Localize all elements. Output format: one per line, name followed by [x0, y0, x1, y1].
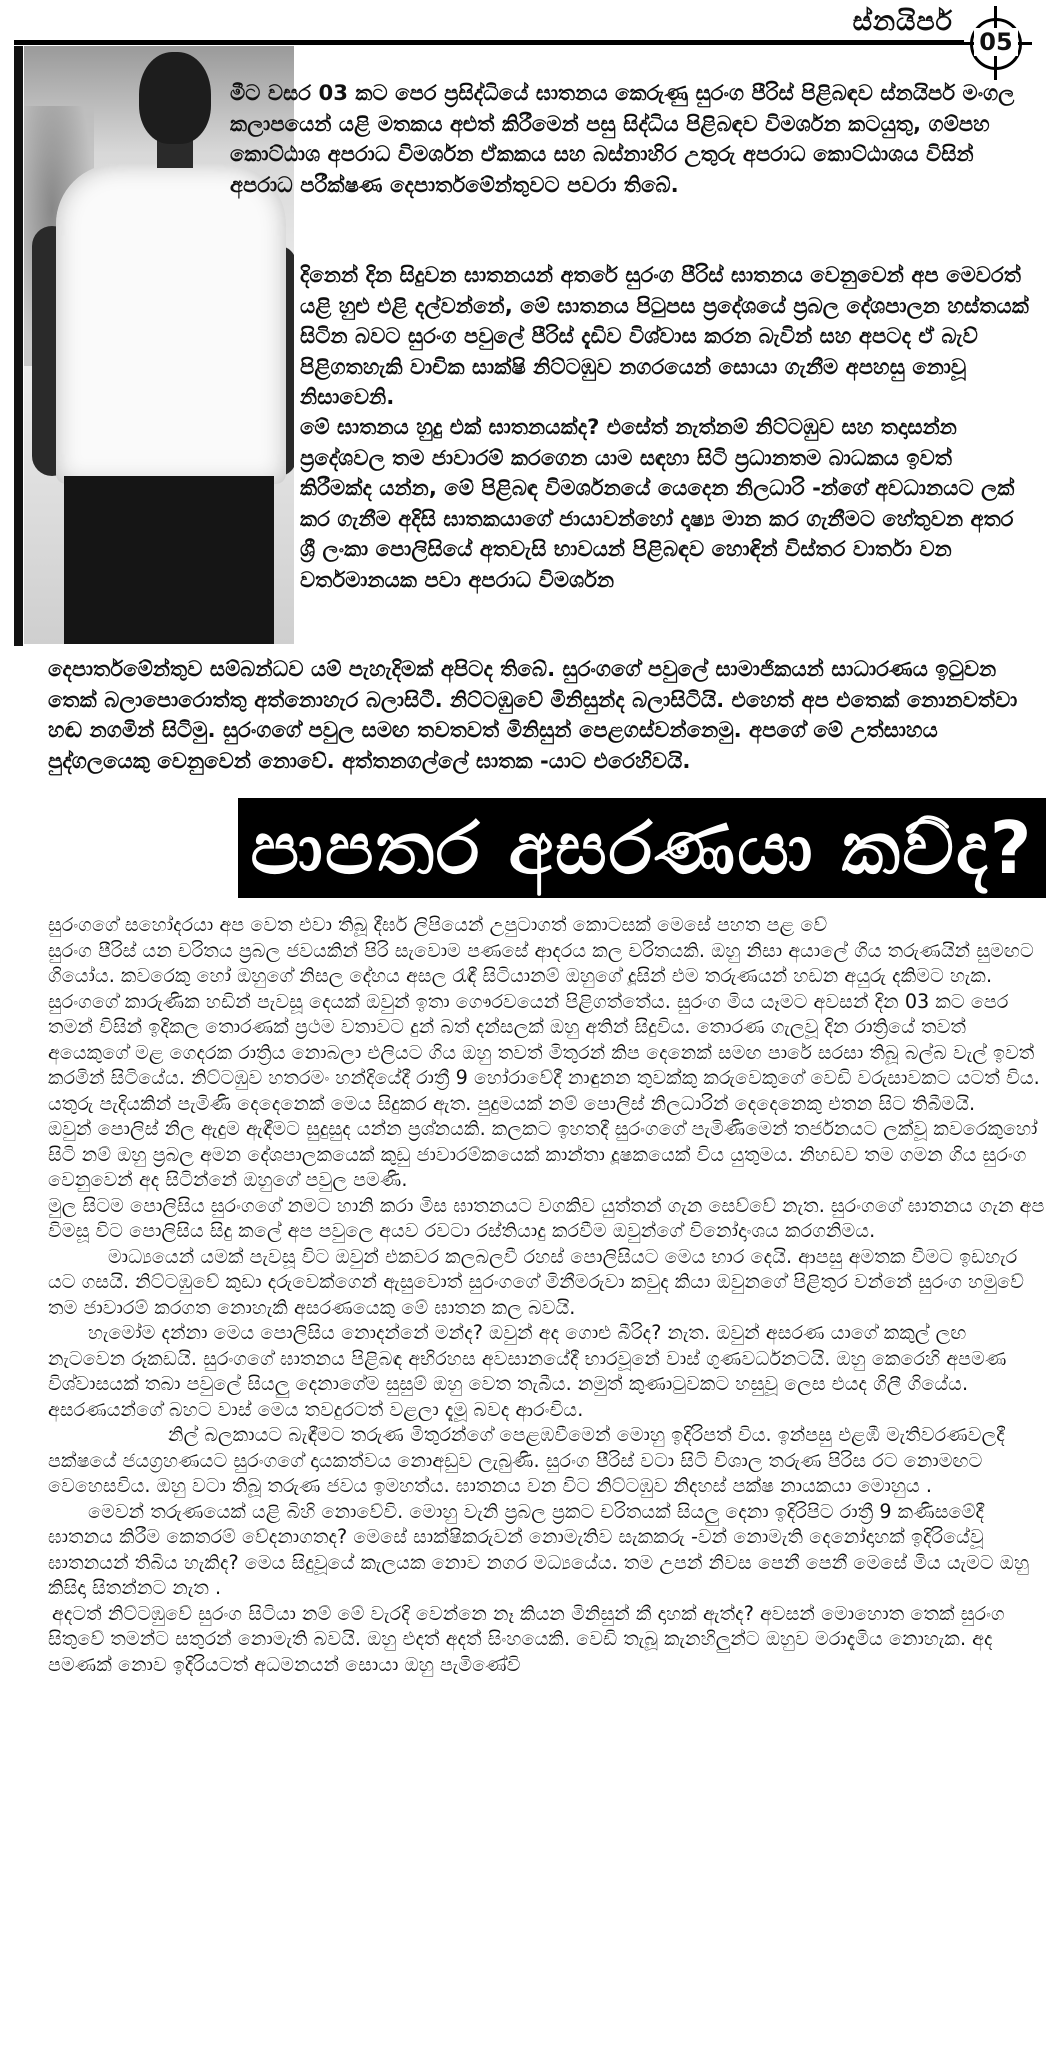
- body-paragraph: අදටත් නිට්ටඹුවේ සුරංග සිටියා නම් මේ වැරදි වෙන්නෙ නෑ කියන මිනිසුන් කී දාහක් ඇත්ද? අවසන් මොහොත තෙක් සුරංග සිතුවේ තමන්ට සතුරන් නොමැති බවයි. ඔහු එදත් අදත් සිංහයෙකි. වෙඩි තැබූ කැනහිලුන්ට ඔහුව මරාදැමිය නොහැක. අද පමණක් නොව ඉදිරියටත් අධමනයන් සොයා ඔහු පැමිණේවි: [48, 1601, 1005, 1676]
- intro-paragraph-2: දිනෙන් දින සිදුවන ඝාතනයන් අතරේ සුරංග පීරිස් ඝාතනය වෙනුවෙන් අප මෙවරත් යළි හුළු එළි දල්වන්නේ, මේ ඝාතනය පිටුපස ප්‍රදේශයේ ප්‍රබල දේශපාලන හස්තයක් සිටින බවට සුරංග පවුලේ පීරිස් දැඩිව විශ්වාස කරන බැවින් සහ අපටද ඒ බැව් පිළිගතහැකි වාචික සාක්ෂි නිට්ටඹුව නගරයෙන් සොයා ගැනීම අපහසු නොවූ නිසාවෙනි.: [300, 262, 1029, 410]
- intro-paragraph-1-block: [230, 78, 1030, 200]
- intro-paragraph-3-block: [300, 412, 1030, 596]
- article-body: [48, 912, 1048, 1677]
- body-paragraph: මුල සිටම පොලිසිය සුරංගගේ නමට හානි කරා මිස ඝාතනයට වගකිව යුත්තන් ගැන සෙව්වේ නැත. සුරංගගේ ඝාතනය ගැන අප විමසූ විට පොලිසිය සිදු කලේ අප පවුලෙ අයව රවටා රස්තියාදු කරවීම ඔවුන්ගේ විනෝදාංශය කරගනිමය.: [48, 1193, 1045, 1242]
- page-number: 05: [974, 28, 1018, 56]
- photo-neck: [157, 140, 193, 168]
- intro-paragraph-4-block: [48, 654, 1038, 776]
- side-accent-bar: [14, 46, 23, 646]
- body-paragraph: නිල් බලකායට බැඳීමට තරුණ මිතුරන්ගේ පෙළඹවීමෙන් මොහු ඉදිරිපත් විය. ඉන්පසු එළඹී මැතිවරණවලදී පක්ෂයේ ජයග්‍රහණයට සුරංගගේ දායකත්වය නොඅඩුව ලැබුණි. සුරංග පීරිස් වටා සිටි විශාල තරුණ පිරිස රට නොමඟට වෙහෙසවිය. ඔහු වටා තිබූ තරුණ ජවය ඉමහත්ය. ඝාතනය වන විට නිට්ටඹුව නිදහස් පක්ෂ නායකයා මොහුය .: [48, 1423, 1005, 1497]
- body-paragraph: සුරංගගේ සහෝදරයා අප වෙත එවා තිබූ දීර්ඝ ලිපියෙන් උපුටාගත් කොටසක් මෙසේ පහත පළ වේ: [48, 913, 828, 936]
- body-paragraph: මාධ්‍යයෙන් යමක් පැවසූ විට ඔවුන් එකවර කලබලවී රහස් පොලිසියට මෙය භාර දෙයි. ආපසු අමතක වීමට ඉඩහැර යට ගසයි. නිට්ටඹුවේ කුඩා දරුවෙක්ගෙන් ඇසුවොත් සුරංගගේ මිනීමරුවා කවුද කියා ඔවුනගේ පිළිතුර වන්නේ සුරංග හමුවේ තම ජාවාරම් කරගත නොහැකි අසරණයෙකු මේ ඝාතන කල බවයි.: [48, 1244, 1024, 1319]
- article-headline: පාපතර අසරණයා කව්ද?: [238, 798, 1046, 898]
- body-paragraph: මෙවන් තරුණයෙක් යළි බිහි නොවේවි. මොහු වැනි ප්‍රබල ප්‍රකට චරිතයක් සියලු දෙනා ඉදිරිපිට රාත්‍රී 9 කණිසමේදී ඝාතනය කිරීම කෙතරම් වේදනාගතද? මෙසේ සාක්ෂිකරුවන් නොමැතිව සැකකරු -වන් නොමැති දෙනෝදාහක් ඉදිරියේවූ ඝාතනයන් තිබිය හැකිද? මෙය සිදුවූයේ කැලයක නොව නගර මධ්‍යයේය. තම උපන් නිවස පෙනී පෙනී මෙසේ මිය යැමට ඔහු කිසිදා සිතන්නට නැත .: [48, 1499, 1030, 1599]
- photo-jeans: [64, 476, 274, 644]
- header-rule: [14, 40, 964, 45]
- body-paragraph: සුරංග පීරිස් යන චරිතය ප්‍රබල ජවයකින් පිරි සැවොම පණසේ ආදරය කල චරිතයකි. ඔහු නිසා අයාලේ ගිය තරුණයින් සුමඟට ගියෝය. කවරෙකු හෝ ඔහුගේ නිසල දේහය අසල රැඳී සිටියානම් ඔහුගේ දූසින් එම තරුණයන් හඩන අයුරු දකිමට හැක.: [48, 938, 1034, 987]
- publication-name: ස්නයිපර්: [852, 6, 953, 37]
- photo-shirt: [56, 164, 286, 484]
- page-number-badge: [958, 6, 1032, 80]
- body-paragraph: හැමෝම දන්නා මෙය පොලිසිය නොදන්නේ මන්ද? ඔවුන් අද ගොළු බීරිද? නැත. ඔවුන් අසරණ යාගේ කකුල් ලඟ නැටවෙන රූකඩයි. සුරංගගේ ඝාතනය පිළිබඳ අභිරහස අවසානයේදී භාරවූනේ වාස් ගුණවර්ධනටයි. ඔහු කෙරෙහි අපමණ විශ්වාසයක් තබා පවුලේ සියලු දෙනාගේම සුසුම් ඔහු වෙත තැබීය. නමුත් කුණාටුවකට හසුවූ ලෙස එයද ගිලී ගියේය. අසරණයන්ගේ බහට වාස් මෙය තවදුරටත් වළලා දැමූ බවද ආරංචිය.: [48, 1321, 1007, 1421]
- photo-head: [139, 52, 211, 144]
- intro-paragraph-2-block: [300, 260, 1030, 413]
- intro-paragraph-4: දෙපාර්තමේන්තුව සම්බන්ධව යම් පැහැදිමක් අපිටද තිබේ. සුරංගගේ පවුලේ සාමාජිකයන් සාධාරණය ඉටුවන තෙක් බලාපොරොත්තු අත්නොහැර බලාසිටී. නිට්ටඹුවේ මිනිසුන්ද බලාසිටියි. එහෙත් අප එතෙක් නොනවත්වා හඬ නගමින් සිටිමු. සුරංගගේ පවුල සමඟ තවතවත් මිනිසුන් පෙළගස්වන්නෙමු. අපගේ මේ උත්සාහය පුද්ගලයෙකු වෙනුවෙන් නොවේ. අත්තනගල්ලේ ඝාතක -යාට එරෙහිවයි.: [48, 656, 1018, 773]
- intro-paragraph-3: මේ ඝාතනය හුදු එක් ඝාතනයක්ද? එසේත් නැත්නම් නිට්ටඹුව සහ තදාසන්න ප්‍රදේශවල තම ජාවාරම් කරගෙන යාම සඳහා සිටි ප්‍රධානතම බාධකය ඉවත් කිරීමක්ද යන්න, මේ පිළිබඳ විමර්ශනයේ යෙදෙන නිලධාරි -න්ගේ අවධානයට ලක් කර ගැනීම අදිසි ඝාතකයාගේ ජායාවන්හෝ දෘෂ්‍ය මාන කර ගැනීමට හේතුවන අතර ශ්‍රී ලංකා පොලිසියේ අතවැසි භාවයන් පිළිබඳව හොඳින් විස්තර වාර්තා වන වර්තමානයක පවා අපරාධ විමර්ශන: [300, 414, 1015, 592]
- body-paragraph: සුරංගගේ කාරුණික හඩින් පැවසූ දෙයක් ඔවුන් ඉතා ගෞරවයෙන් පිළිගත්තේය. සුරංග මිය යෑමට අවසන් දින 03 කට පෙර තමන් විසින් ඉදිකල තොරණක් ප්‍රථම වතාවට දුන් බත් දන්සලක් ඔහු අතින් සිදුවිය. තොරණ ගැලවූ දින රාත්‍රියේ තවත් අයෙකුගේ මළ ගෙදරක රාත්‍රිය නොබලා එලියට ගිය ඔහු තවත් මිතුරන් කිප දෙනෙක් සමඟ පාරේ සරසා තිබූ බල්බ වැල් ඉවත් කරමින් සිටියේය. නිට්ටඹුව හතරමං හන්දියේදී රාත්‍රී 9 හෝරාවේදී නාඳුනන තුවක්කු කරුවෙකුගේ වෙඩි වරුසාවකට යටත් විය. යතුරු පැදියකින් පැමිණි දෙදෙනෙක් මෙය සිදුකර ඇත. පුදුමයක් නම් පොලිස් නිලධාරින් දෙදෙනෙකු එතන සිට තිබීමයි.: [48, 989, 1040, 1115]
- body-paragraph: ඔවුන් පොලිස් නිල ඇදුම ඇඳීමට සුදුසුද යන්න ප්‍රශ්නයකි. කලකට ඉහතදී සුරංගගේ පැමිණිමෙන් තර්ජනයට ලක්වූ කවරෙකුහෝ සිටි නම් ඔහු ප්‍රබල අමන දේශපාලකයෙක් කුඩු ජාවාරම්කයෙක් කාන්තා දූෂකයෙක් විය යුතුමය. නිහඩව තම ගමන ගිය සුරංග වෙනුවෙන් අද සිටින්නේ ඔහුගේ පවුල පමණි.: [48, 1117, 1038, 1191]
- intro-paragraph-1: මීට වසර 03 කට පෙර ප්‍රසිද්ධියේ ඝාතනය කෙරුණු සුරංග පීරිස් පිළිබඳව ස්නයිපර් මංගල කලාපයෙන් යළි මතකය අළුත් කිරීමෙන් පසු සිද්ධිය පිළිබඳව විමර්ශන කටයුතු, ගම්පහ කොට්ඨාශ අපරාධ විමර්ශන ඒකකය සහ බස්නාහිර උතුරු අපරාධ කොට්ඨාශය විසින් අපරාධ පරීක්ෂණ දෙපාර්තමේන්තුවට පවරා තිබේ.: [230, 80, 1015, 197]
